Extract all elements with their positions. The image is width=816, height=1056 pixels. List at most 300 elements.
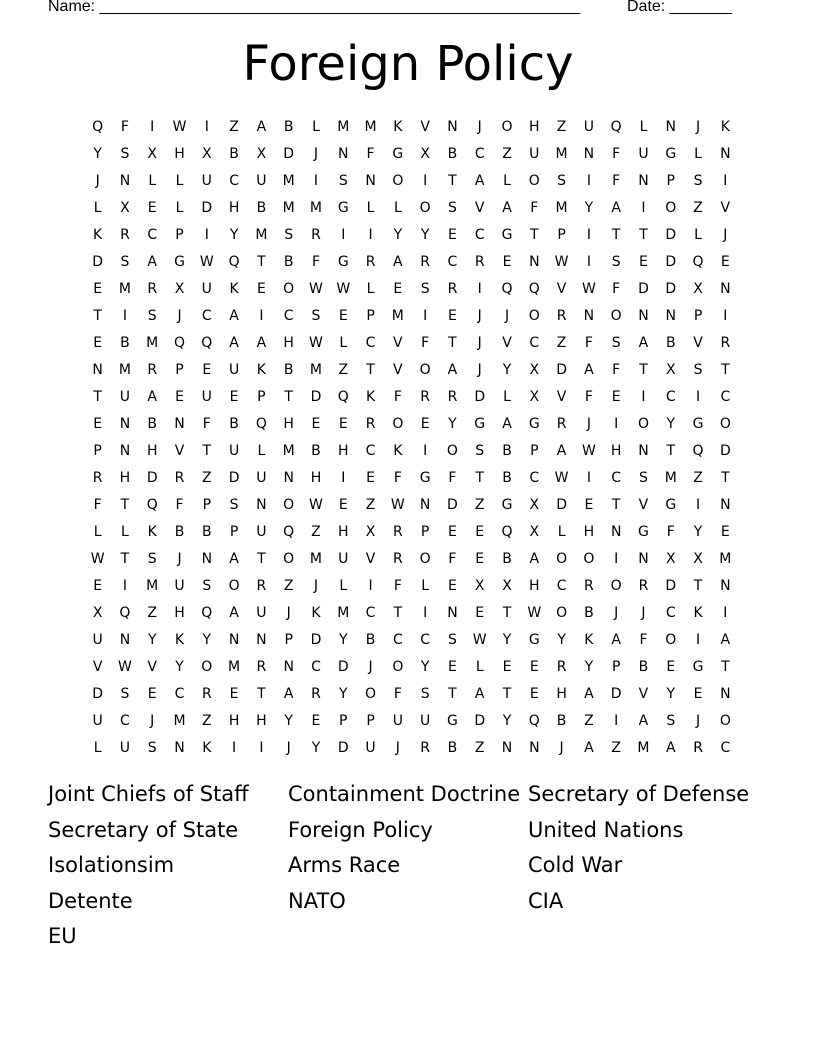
grid-letter[interactable]: G xyxy=(474,415,486,432)
grid-letter[interactable]: B xyxy=(311,442,321,459)
grid-letter[interactable]: E xyxy=(311,415,321,432)
grid-letter[interactable]: S xyxy=(120,253,130,270)
grid-letter[interactable]: I xyxy=(122,577,127,594)
grid-letter[interactable]: P xyxy=(202,496,212,513)
grid-letter[interactable]: W xyxy=(309,280,323,297)
grid-letter[interactable]: N xyxy=(720,685,731,702)
grid-letter[interactable]: S xyxy=(611,334,621,351)
grid-letter[interactable]: X xyxy=(502,577,512,594)
grid-letter[interactable]: G xyxy=(665,496,677,513)
grid-letter[interactable]: J xyxy=(477,361,482,378)
grid-letter[interactable]: H xyxy=(119,469,131,486)
grid-letter[interactable]: E xyxy=(229,685,239,702)
grid-letter[interactable]: S xyxy=(229,496,239,513)
grid-letter[interactable]: U xyxy=(119,388,131,405)
grid-letter[interactable]: Y xyxy=(147,631,157,648)
grid-letter[interactable]: N xyxy=(201,550,213,567)
grid-letter[interactable]: P xyxy=(693,307,703,324)
grid-letter[interactable]: S xyxy=(447,631,457,648)
grid-letter[interactable]: B xyxy=(174,523,185,540)
grid-letter[interactable]: X xyxy=(420,145,430,162)
grid-letter[interactable]: N xyxy=(529,253,540,270)
grid-letter[interactable]: C xyxy=(720,388,731,405)
grid-letter[interactable]: H xyxy=(529,118,540,135)
grid-letter[interactable]: A xyxy=(229,604,239,621)
grid-letter[interactable]: D xyxy=(228,469,240,486)
grid-letter[interactable]: T xyxy=(611,226,621,243)
grid-letter[interactable]: O xyxy=(201,658,213,675)
grid-letter[interactable]: Q xyxy=(228,253,240,270)
grid-letter[interactable]: D xyxy=(337,658,349,675)
grid-letter[interactable]: J xyxy=(286,739,291,756)
grid-letter[interactable]: U xyxy=(201,172,212,189)
grid-letter[interactable]: E xyxy=(93,334,103,351)
grid-letter[interactable]: Z xyxy=(611,739,621,756)
grid-letter[interactable]: I xyxy=(259,739,264,756)
grid-letter[interactable]: N xyxy=(720,145,731,162)
grid-letter[interactable]: A xyxy=(556,442,567,459)
grid-letter[interactable]: U xyxy=(338,550,349,567)
grid-letter[interactable]: C xyxy=(420,631,431,648)
grid-letter[interactable]: N xyxy=(174,739,185,756)
grid-letter[interactable]: X xyxy=(665,361,676,378)
grid-letter[interactable]: W xyxy=(554,469,569,486)
grid-letter[interactable]: B xyxy=(447,739,458,756)
grid-letter[interactable]: F xyxy=(202,415,211,432)
grid-letter[interactable]: E xyxy=(584,496,594,513)
grid-letter[interactable]: Y xyxy=(448,415,457,432)
grid-letter[interactable]: O xyxy=(392,415,404,432)
grid-letter[interactable]: R xyxy=(556,307,567,324)
grid-letter[interactable]: U xyxy=(201,280,212,297)
grid-letter[interactable]: T xyxy=(530,226,539,243)
grid-letter[interactable]: W xyxy=(199,253,214,270)
grid-letter[interactable]: H xyxy=(228,712,240,729)
grid-letter[interactable]: O xyxy=(283,496,295,513)
grid-letter[interactable]: F xyxy=(421,334,430,351)
grid-letter[interactable]: V xyxy=(638,496,649,513)
grid-letter[interactable]: B xyxy=(556,712,567,729)
grid-letter[interactable]: M xyxy=(282,442,295,459)
grid-letter[interactable]: T xyxy=(366,361,375,378)
grid-letter[interactable]: L xyxy=(366,280,375,297)
grid-letter[interactable]: U xyxy=(420,712,431,729)
grid-letter[interactable]: V xyxy=(693,334,703,351)
grid-letter[interactable]: S xyxy=(420,685,430,702)
grid-letter[interactable]: H xyxy=(174,145,185,162)
grid-letter[interactable]: D xyxy=(665,253,677,270)
grid-letter[interactable]: R xyxy=(365,415,376,432)
grid-letter[interactable]: M xyxy=(282,172,295,189)
grid-letter[interactable]: F xyxy=(584,334,593,351)
grid-letter[interactable]: T xyxy=(257,253,266,270)
grid-letter[interactable]: N xyxy=(119,442,131,459)
grid-letter[interactable]: S xyxy=(557,172,567,189)
grid-letter[interactable]: N xyxy=(283,658,294,675)
grid-letter[interactable]: I xyxy=(204,226,209,243)
grid-letter[interactable]: C xyxy=(201,307,212,324)
grid-letter[interactable]: I xyxy=(723,604,728,621)
grid-letter[interactable]: K xyxy=(311,604,321,621)
grid-letter[interactable]: T xyxy=(448,334,457,351)
grid-letter[interactable]: R xyxy=(311,685,321,702)
grid-letter[interactable]: B xyxy=(202,523,212,540)
grid-letter[interactable]: L xyxy=(366,199,375,216)
grid-letter[interactable]: Q xyxy=(119,604,131,621)
grid-letter[interactable]: X xyxy=(665,550,676,567)
grid-letter[interactable]: K xyxy=(365,388,376,405)
grid-letter[interactable]: S xyxy=(147,739,157,756)
grid-letter[interactable]: A xyxy=(638,334,649,351)
grid-letter[interactable]: Q xyxy=(92,118,104,135)
grid-letter[interactable]: T xyxy=(120,496,130,513)
grid-letter[interactable]: R xyxy=(720,334,731,351)
grid-letter[interactable]: J xyxy=(150,712,155,729)
grid-letter[interactable]: J xyxy=(723,226,728,243)
grid-letter[interactable]: L xyxy=(503,172,511,189)
grid-letter[interactable]: R xyxy=(201,685,212,702)
grid-letter[interactable]: N xyxy=(119,415,131,432)
grid-letter[interactable]: F xyxy=(612,172,621,189)
grid-letter[interactable]: A xyxy=(611,631,621,648)
grid-letter[interactable]: D xyxy=(92,685,104,702)
grid-letter[interactable]: X xyxy=(202,145,212,162)
grid-letter[interactable]: R xyxy=(311,226,321,243)
grid-letter[interactable]: I xyxy=(586,226,591,243)
grid-letter[interactable]: O xyxy=(501,118,513,135)
grid-letter[interactable]: U xyxy=(256,172,267,189)
grid-letter[interactable]: Y xyxy=(93,145,102,162)
grid-letter[interactable]: W xyxy=(90,550,105,567)
grid-letter[interactable]: Y xyxy=(502,631,512,648)
grid-letter[interactable]: L xyxy=(421,577,430,594)
grid-letter[interactable]: I xyxy=(723,307,728,324)
grid-letter[interactable]: Q xyxy=(692,253,704,270)
grid-letter[interactable]: K xyxy=(393,442,403,459)
grid-letter[interactable]: U xyxy=(256,469,267,486)
grid-letter[interactable]: O xyxy=(365,685,377,702)
grid-letter[interactable]: E xyxy=(366,469,375,486)
grid-letter[interactable]: D xyxy=(283,145,295,162)
grid-letter[interactable]: F xyxy=(612,280,621,297)
grid-letter[interactable]: E xyxy=(448,658,457,675)
grid-letter[interactable]: A xyxy=(229,307,239,324)
grid-letter[interactable]: P xyxy=(229,523,239,540)
grid-letter[interactable]: Q xyxy=(255,415,267,432)
grid-letter[interactable]: C xyxy=(229,172,239,189)
grid-letter[interactable]: E xyxy=(448,226,457,243)
grid-letter[interactable]: L xyxy=(148,172,157,189)
grid-letter[interactable]: E xyxy=(420,415,430,432)
grid-letter[interactable]: A xyxy=(283,685,294,702)
grid-letter[interactable]: R xyxy=(447,280,458,297)
grid-letter[interactable]: J xyxy=(313,577,319,594)
grid-letter[interactable]: P xyxy=(175,361,184,378)
grid-letter[interactable]: O xyxy=(419,361,431,378)
grid-letter[interactable]: R xyxy=(147,361,158,378)
grid-letter[interactable]: B xyxy=(447,145,458,162)
grid-letter[interactable]: M xyxy=(555,145,568,162)
grid-letter[interactable]: U xyxy=(92,631,103,648)
grid-letter[interactable]: T xyxy=(284,388,293,405)
grid-letter[interactable]: N xyxy=(638,442,649,459)
grid-letter[interactable]: Y xyxy=(229,226,239,243)
grid-letter[interactable]: V xyxy=(147,658,157,675)
grid-letter[interactable]: N xyxy=(283,469,294,486)
grid-letter[interactable]: F xyxy=(393,685,402,702)
grid-letter[interactable]: Y xyxy=(502,361,512,378)
grid-letter[interactable]: H xyxy=(283,415,294,432)
grid-letter[interactable]: R xyxy=(365,253,376,270)
grid-letter[interactable]: J xyxy=(695,712,701,729)
grid-letter[interactable]: R xyxy=(147,280,158,297)
grid-letter[interactable]: Y xyxy=(420,658,430,675)
grid-letter[interactable]: C xyxy=(147,226,158,243)
grid-letter[interactable]: H xyxy=(556,685,567,702)
grid-letter[interactable]: V xyxy=(502,334,512,351)
grid-letter[interactable]: U xyxy=(228,442,240,459)
grid-letter[interactable]: N xyxy=(529,739,540,756)
grid-letter[interactable]: P xyxy=(93,442,102,459)
grid-letter[interactable]: F xyxy=(311,253,320,270)
grid-letter[interactable]: I xyxy=(586,172,591,189)
grid-letter[interactable]: D xyxy=(665,577,677,594)
grid-letter[interactable]: C xyxy=(474,145,485,162)
grid-letter[interactable]: E xyxy=(393,280,403,297)
grid-letter[interactable]: F xyxy=(120,118,129,135)
grid-letter[interactable]: C xyxy=(556,577,567,594)
grid-letter[interactable]: T xyxy=(475,469,484,486)
grid-letter[interactable]: V xyxy=(638,685,649,702)
grid-letter[interactable]: O xyxy=(665,199,677,216)
grid-letter[interactable]: Y xyxy=(557,631,566,648)
grid-letter[interactable]: R xyxy=(256,577,267,594)
grid-letter[interactable]: I xyxy=(341,226,346,243)
grid-letter[interactable]: D xyxy=(337,739,349,756)
grid-letter[interactable]: A xyxy=(447,361,458,378)
grid-letter[interactable]: Q xyxy=(528,712,540,729)
grid-letter[interactable]: C xyxy=(283,307,294,324)
grid-letter[interactable]: I xyxy=(614,415,619,432)
date-field-label[interactable]: Date: _______ xyxy=(627,0,732,15)
grid-letter[interactable]: T xyxy=(666,442,676,459)
grid-letter[interactable]: C xyxy=(120,712,130,729)
grid-letter[interactable]: B xyxy=(502,469,512,486)
grid-letter[interactable]: E xyxy=(475,550,485,567)
grid-letter[interactable]: H xyxy=(610,442,622,459)
grid-letter[interactable]: L xyxy=(121,523,129,540)
grid-letter[interactable]: O xyxy=(719,712,731,729)
grid-letter[interactable]: R xyxy=(392,523,403,540)
grid-letter[interactable]: P xyxy=(284,631,293,648)
grid-letter[interactable]: I xyxy=(232,739,237,756)
grid-letter[interactable]: N xyxy=(174,415,185,432)
grid-letter[interactable]: J xyxy=(504,307,510,324)
grid-letter[interactable]: O xyxy=(665,631,677,648)
grid-letter[interactable]: C xyxy=(365,604,376,621)
grid-letter[interactable]: K xyxy=(229,280,239,297)
grid-letter[interactable]: S xyxy=(202,577,212,594)
grid-letter[interactable]: T xyxy=(693,577,703,594)
grid-letter[interactable]: Z xyxy=(556,334,567,351)
grid-letter[interactable]: G xyxy=(447,712,458,729)
grid-letter[interactable]: S xyxy=(447,199,457,216)
grid-letter[interactable]: L xyxy=(475,658,484,675)
grid-letter[interactable]: E xyxy=(475,523,485,540)
grid-letter[interactable]: I xyxy=(204,118,209,135)
grid-letter[interactable]: Y xyxy=(202,631,212,648)
grid-letter[interactable]: Z xyxy=(502,145,512,162)
grid-letter[interactable]: Z xyxy=(147,604,158,621)
grid-letter[interactable]: R xyxy=(556,415,567,432)
grid-letter[interactable]: S xyxy=(147,307,157,324)
grid-letter[interactable]: E xyxy=(93,577,103,594)
grid-letter[interactable]: Y xyxy=(393,226,403,243)
grid-letter[interactable]: L xyxy=(312,118,320,135)
grid-letter[interactable]: H xyxy=(337,523,349,540)
grid-letter[interactable]: C xyxy=(447,253,458,270)
grid-letter[interactable]: T xyxy=(639,226,648,243)
grid-letter[interactable]: T xyxy=(502,604,512,621)
grid-letter[interactable]: C xyxy=(474,226,485,243)
grid-letter[interactable]: T xyxy=(448,172,457,189)
grid-letter[interactable]: F xyxy=(639,631,648,648)
grid-letter[interactable]: N xyxy=(583,145,595,162)
grid-letter[interactable]: M xyxy=(364,118,377,135)
grid-letter[interactable]: G xyxy=(337,199,349,216)
grid-letter[interactable]: F xyxy=(366,145,375,162)
grid-letter[interactable]: M xyxy=(309,361,323,378)
grid-letter[interactable]: B xyxy=(283,361,294,378)
grid-letter[interactable]: D xyxy=(146,469,158,486)
grid-letter[interactable]: M xyxy=(118,280,131,297)
grid-letter[interactable]: F xyxy=(393,469,402,486)
grid-letter[interactable]: I xyxy=(423,307,428,324)
grid-letter[interactable]: S xyxy=(693,361,703,378)
grid-letter[interactable]: T xyxy=(120,550,130,567)
grid-letter[interactable]: X xyxy=(92,604,103,621)
grid-letter[interactable]: E xyxy=(720,253,730,270)
grid-letter[interactable]: G xyxy=(501,226,513,243)
grid-letter[interactable]: U xyxy=(392,712,403,729)
grid-letter[interactable]: J xyxy=(368,658,373,675)
grid-letter[interactable]: B xyxy=(584,604,594,621)
grid-letter[interactable]: K xyxy=(202,739,212,756)
grid-letter[interactable]: M xyxy=(309,199,323,216)
grid-letter[interactable]: D xyxy=(665,280,677,297)
grid-letter[interactable]: D xyxy=(447,496,458,513)
grid-letter[interactable]: Z xyxy=(365,496,376,513)
grid-letter[interactable]: C xyxy=(529,469,540,486)
grid-letter[interactable]: L xyxy=(694,145,702,162)
grid-letter[interactable]: B xyxy=(283,253,294,270)
grid-letter[interactable]: A xyxy=(256,118,267,135)
grid-letter[interactable]: I xyxy=(368,577,373,594)
grid-letter[interactable]: O xyxy=(228,577,240,594)
grid-letter[interactable]: L xyxy=(93,199,102,216)
grid-letter[interactable]: F xyxy=(612,361,621,378)
grid-letter[interactable]: X xyxy=(474,577,485,594)
grid-letter[interactable]: N xyxy=(665,307,676,324)
grid-letter[interactable]: T xyxy=(93,307,102,324)
grid-letter[interactable]: F xyxy=(393,388,402,405)
grid-letter[interactable]: G xyxy=(501,496,513,513)
grid-letter[interactable]: T xyxy=(257,685,266,702)
grid-letter[interactable]: D xyxy=(719,442,731,459)
grid-letter[interactable]: L xyxy=(93,739,102,756)
grid-letter[interactable]: E xyxy=(93,280,103,297)
grid-letter[interactable]: X xyxy=(147,145,158,162)
grid-letter[interactable]: V xyxy=(420,118,430,135)
grid-letter[interactable]: D xyxy=(92,253,104,270)
grid-letter[interactable]: V xyxy=(92,658,103,675)
grid-letter[interactable]: H xyxy=(283,334,294,351)
grid-letter[interactable]: I xyxy=(723,172,728,189)
grid-letter[interactable]: E xyxy=(529,658,539,675)
grid-letter[interactable]: S xyxy=(284,226,294,243)
grid-letter[interactable]: J xyxy=(395,739,400,756)
grid-letter[interactable]: M xyxy=(173,712,186,729)
grid-letter[interactable]: I xyxy=(477,280,482,297)
grid-letter[interactable]: E xyxy=(502,253,512,270)
grid-letter[interactable]: R xyxy=(693,739,703,756)
grid-letter[interactable]: N xyxy=(720,577,731,594)
grid-letter[interactable]: N xyxy=(338,145,349,162)
grid-letter[interactable]: O xyxy=(610,307,622,324)
grid-letter[interactable]: E xyxy=(639,253,648,270)
grid-letter[interactable]: A xyxy=(529,550,540,567)
grid-letter[interactable]: B xyxy=(256,199,267,216)
grid-letter[interactable]: P xyxy=(420,523,430,540)
grid-letter[interactable]: R xyxy=(92,469,103,486)
grid-letter[interactable]: U xyxy=(174,577,185,594)
grid-letter[interactable]: D xyxy=(310,388,322,405)
grid-letter[interactable]: M xyxy=(664,469,677,486)
grid-letter[interactable]: E xyxy=(720,523,730,540)
grid-letter[interactable]: G xyxy=(692,658,704,675)
grid-letter[interactable]: Y xyxy=(584,658,594,675)
grid-letter[interactable]: M xyxy=(337,118,350,135)
grid-letter[interactable]: K xyxy=(174,631,185,648)
grid-letter[interactable]: M xyxy=(555,199,568,216)
grid-letter[interactable]: A xyxy=(229,334,239,351)
grid-letter[interactable]: I xyxy=(341,469,346,486)
grid-letter[interactable]: W xyxy=(118,658,132,675)
grid-letter[interactable]: R xyxy=(420,253,430,270)
grid-letter[interactable]: I xyxy=(614,712,619,729)
grid-letter[interactable]: Y xyxy=(338,631,348,648)
grid-letter[interactable]: P xyxy=(530,442,539,459)
grid-letter[interactable]: J xyxy=(559,739,564,756)
grid-letter[interactable]: M xyxy=(146,577,159,594)
grid-letter[interactable]: A xyxy=(229,550,239,567)
grid-letter[interactable]: B xyxy=(147,415,158,432)
grid-letter[interactable]: O xyxy=(283,280,295,297)
grid-letter[interactable]: G xyxy=(392,145,404,162)
grid-letter[interactable]: U xyxy=(583,118,594,135)
grid-letter[interactable]: O xyxy=(446,442,458,459)
grid-letter[interactable]: F xyxy=(448,469,457,486)
grid-letter[interactable]: Q xyxy=(337,388,349,405)
grid-letter[interactable]: S xyxy=(420,280,430,297)
grid-letter[interactable]: N xyxy=(720,496,731,513)
grid-letter[interactable]: R xyxy=(638,577,649,594)
grid-letter[interactable]: E xyxy=(256,280,266,297)
grid-letter[interactable]: T xyxy=(93,388,102,405)
grid-letter[interactable]: D xyxy=(201,199,213,216)
grid-letter[interactable]: W xyxy=(336,280,351,297)
grid-letter[interactable]: P xyxy=(611,658,621,675)
